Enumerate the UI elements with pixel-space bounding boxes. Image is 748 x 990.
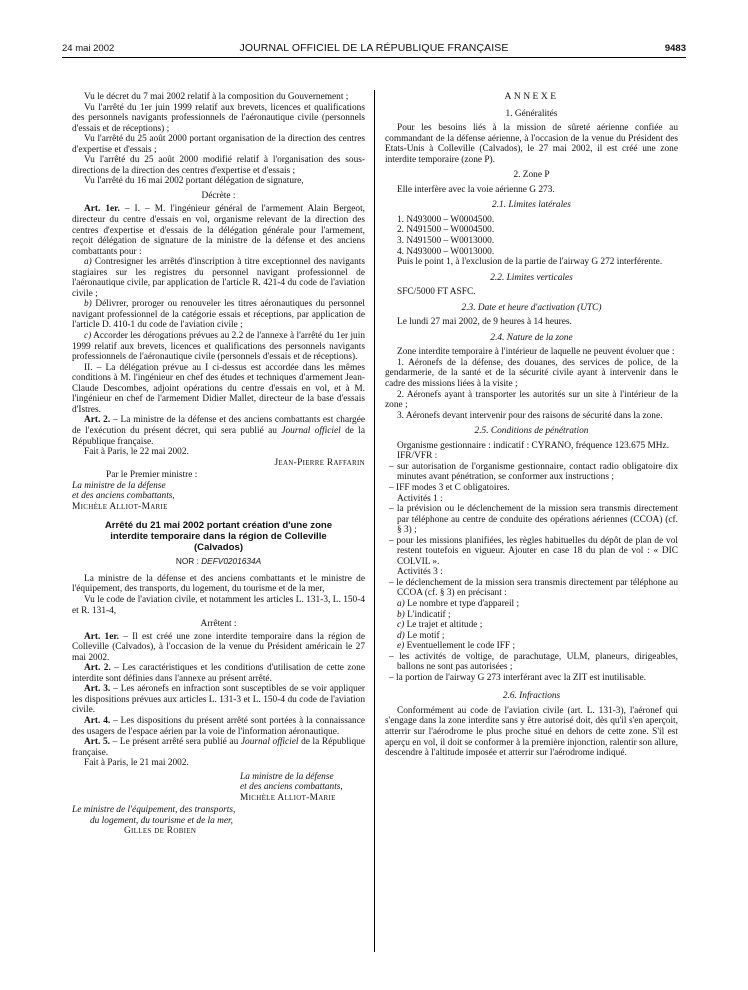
item-letter: c) — [397, 620, 405, 631]
b-article-1-text: – Il est créé une zone interdite temporaire dans la région de Colleville (Calvados), à l'occasion de la venue du Président américain le 27 mai 2002. — [72, 631, 366, 663]
section-2-1-title: 2.1. Limites latérales — [492, 200, 571, 211]
fait-a-paris-2: Fait à Paris, le 21 mai 2002. — [84, 758, 189, 769]
journal-officiel-ref: Journal officiel — [281, 425, 341, 436]
signer-raffarin: Jean-Pierre Raffarin — [274, 457, 365, 468]
b-article-4-text: – Les dispositions du présent arrêté sont portées à la connaissance des usagers de l'espace aérien par la voie de l'information aéronautique. — [72, 715, 366, 737]
section-2-3-title: 2.3. Date et heure d'activation (UTC) — [461, 302, 602, 313]
item-b-text: Délivrer, proroger ou renouveler les titres aéronautiques du personnel navigant professionnel de la catégorie essais et réceptions, par application de l'article D. 410-1 du code de l'aviation civile ; — [72, 299, 365, 331]
article-2-text-end: de la République française. — [72, 425, 366, 447]
article-1-text: – I. – M. l'ingénieur général de l'armement Alain Bergeot, directeur du centre d'essais en vol, organisme relevant de la direction des centres d'expertise et d'essais de la délégation générale pour l'armement, reçoit délégation de signature de la ministre de la défense et des anciens combattants pour : — [72, 204, 365, 257]
section-2-2-title: 2.2. Limites verticales — [490, 272, 573, 283]
preamble: La ministre de la défense et des anciens combattants et le ministre de l'équipement, des transports, du logement, du tourisme et de la mer, — [72, 573, 365, 595]
activites-3-label: Activités 3 : — [397, 567, 443, 578]
article-2-text: – La ministre de la défense et des anciens combattants est chargée de l'exécution du présent décret, qui sera publié au — [72, 415, 365, 436]
visa-arrete-2002: Vu l'arrêté du 16 mai 2002 portant délégation de signature, — [84, 176, 304, 187]
signature-block-equipement — [72, 805, 365, 837]
nor-code: DEFV0201634A — [201, 556, 262, 567]
sig2-line1: La ministre de la défense — [240, 771, 334, 782]
b-article-2-label: Art. 2. — [84, 663, 111, 674]
visa-arrete-1999: Vu l'arrêté du 1er juin 1999 relatif aux brevets, licences et qualifications des personnels navigants professionnels de l'aéronautique civile (personnels d'essais et de réceptions) ; — [72, 102, 365, 134]
section-2-1-note: Puis le point 1, à l'exclusion de la partie de l'airway G 272 interférente. — [397, 257, 663, 268]
article-1 — [72, 204, 365, 257]
par-premier-ministre: Par le Premier ministre : — [106, 470, 198, 481]
b-article-5-label: Art. 5. — [84, 737, 110, 748]
lettered-item — [397, 610, 678, 621]
article-1-label: Art. 1er. — [84, 204, 120, 215]
lateral-point: 2. N491500 – W0004500. — [397, 225, 495, 236]
item-text: Le motif ; — [404, 630, 445, 641]
ministre-defense-l1: La ministre de la défense — [72, 480, 166, 491]
lettered-item — [397, 599, 678, 610]
b-article-4-label: Art. 4. — [84, 715, 111, 726]
activites-3-list — [385, 578, 678, 599]
list-item: – le déclenchement de la mission sera transmis directement par téléphone au CCOA (cf. § 3) en précisant : — [389, 577, 678, 599]
left-column — [72, 92, 365, 837]
header-date: 24 mai 2002 — [62, 43, 115, 54]
b-article-2-text: – Les caractéristiques et les conditions d'utilisation de cette zone interdite sont définies dans l'annexe au présent arrêté. — [72, 663, 365, 684]
section-2-3-text: Le lundi 27 mai 2002, de 9 heures à 14 heures. — [397, 317, 572, 328]
sig3-name: Gilles de Robien — [124, 826, 197, 837]
visa-arrete-2000a: Vu l'arrêté du 25 août 2000 portant organisation de la direction des centres d'expertise et d'essais ; — [72, 134, 365, 155]
lateral-points-list — [385, 215, 678, 257]
b-article-4 — [72, 716, 365, 737]
b-article-3-label: Art. 3. — [84, 684, 111, 695]
signer-alliot-marie: Michèle Alliot-Marie — [72, 501, 168, 512]
b-article-1-label: Art. 1er. — [84, 631, 119, 642]
item-c-text: Accorder les dérogations prévues au 2.2 de l'annexe à l'arrêté du 1er juin 1999 relatif aux brevets, licences et qualifications des personnels navigants professionnels de l'aéronautique civile (personnels d'essais et de réceptions). — [72, 331, 365, 363]
section-2-title: 2. Zone P — [513, 170, 550, 181]
sig2-name: Michèle Alliot-Marie — [240, 792, 336, 803]
section-2-6-text: Conformément au code de l'aviation civile (art. L. 131-3), l'aéronef qui s'engage dans la zone interdite sans y être autorisé doit, dès qu'il s'en aperçoit, atterrir sur l'aérodrome le plus proche situé en dehors de cette zone. S'il est aperçu en vol, il doit se conformer à la première injonction, ralentir son allure, descendre à l'altitude imposée et atterrir sur l'aérodrome indiqué. — [385, 705, 678, 759]
b-journal-officiel-ref: Journal officiel — [240, 737, 299, 748]
lateral-point: 1. N493000 – W0004500. — [397, 214, 495, 225]
lettered-item — [397, 631, 678, 642]
zone-item: 1. Aéronefs de la défense, des douanes, des services de police, de la gendarmerie, de la santé et de la sécurité civile ayant à intervenir dans le cadre des missions liées à la visite ; — [385, 357, 678, 390]
list-item: – les activités de voltige, de parachutage, ULM, planeurs, dirigeables, ballons ne sont pas autorisées ; — [389, 651, 678, 673]
page-number: 9483 — [664, 43, 686, 54]
lateral-point: 4. N493000 – W0013000. — [397, 246, 495, 257]
lettered-item — [397, 641, 678, 652]
article-2-label: Art. 2. — [84, 415, 111, 426]
list-item: – la portion de l'airway G 273 interférant avec la ZIT est inutilisable. — [389, 672, 647, 683]
item-b — [72, 299, 365, 331]
b-article-3-text: – Les aéronefs en infraction sont susceptibles de se voir appliquer les dispositions prévues aux articles L. 131-3 et L. 150-4 du code de l'aviation civile. — [72, 684, 366, 716]
item-letter: e) — [397, 641, 405, 652]
header-rule — [62, 57, 686, 58]
section-2-4-intro: Zone interdite temporaire à l'intérieur de laquelle ne peuvent évoluer que : — [397, 347, 675, 358]
nor-label: NOR : — [175, 556, 202, 567]
item-letter: a) — [397, 598, 405, 609]
page-header — [62, 40, 686, 56]
annexe-heading: ANNEXE — [504, 92, 559, 102]
sig2-line2: et des anciens combattants, — [240, 782, 343, 793]
list-item: – pour les missions planifiées, les règles habituelles du dépôt de plan de vol restent toutefois en vigueur. Ajouter en case 18 du plan de vol : « DIC COLVIL ». — [389, 535, 678, 567]
arretent: Arrêtent : — [200, 619, 237, 630]
sig3-line1: Le ministre de l'équipement, des transports, — [72, 805, 236, 816]
lettered-item — [397, 620, 678, 631]
section-2-5-title: 2.5. Conditions de pénétration — [474, 426, 589, 437]
right-column — [385, 92, 678, 759]
organisme-gestionnaire: Organisme gestionnaire : indicatif : CYRANO, fréquence 123.675 MHz. — [397, 440, 670, 451]
section-1-title: 1. Généralités — [505, 108, 558, 119]
item-text: Le nombre et type d'appareil ; — [404, 598, 520, 609]
zone-item: 2. Aéronefs ayant à transporter les autorités sur un site à l'intérieur de la zone ; — [385, 389, 678, 411]
lateral-point: 3. N491500 – W0013000. — [397, 236, 495, 247]
list-item: – sur autorisation de l'organisme gestionnaire, contact radio obligatoire dix minutes avant pénétration, se conformer aux instructions ; — [389, 461, 678, 483]
section-2-6-title: 2.6. Infractions — [502, 691, 561, 702]
b-article-5-text: – Le présent arrêté sera publié au — [109, 737, 241, 748]
decrete: Décrète : — [201, 190, 236, 201]
signature-block-defense — [72, 772, 365, 804]
item-text: Eventuellement le code IFF ; — [404, 641, 516, 652]
sig3-line2: du logement, du tourisme et de la mer, — [90, 815, 233, 826]
section-1-text: Pour les besoins liés à la mission de sûreté aérienne confiée au commandant de la défense aérienne, à l'occasion de la venue du Président des Etats-Unis à Colleville (Calvados), le 27 mai 2002, il est créé une zone interdite temporaire (zone P). — [385, 123, 678, 165]
b-article-3 — [72, 684, 365, 716]
item-text: L'indicatif ; — [404, 609, 451, 620]
law-title: Arrêté du 21 mai 2002 portant création d'une zone interdite temporaire dans la région de Colleville (Calvados) — [104, 520, 333, 554]
section-2-4-title: 2.4. Nature de la zone — [490, 332, 573, 343]
b-article-5 — [72, 737, 365, 758]
lettered-list — [385, 599, 678, 652]
nor-reference — [72, 556, 365, 567]
article-2 — [72, 415, 365, 447]
visa-code: Vu le code de l'aviation civile, et notamment les articles L. 131-3, L. 150-4 et R. 131-4, — [72, 594, 365, 616]
zone-item: 3. Aéronefs devant intervenir pour des raisons de sécurité dans la zone. — [397, 410, 663, 421]
ministre-defense-l2: et des anciens combattants, — [72, 491, 175, 502]
list-item: – la prévision ou le déclenchement de la mission sera transmis directement par téléphone au centre de conduite des opérations aériennes (CCOA) (cf. § 3) ; — [389, 504, 678, 536]
ifr-vfr-label: IFR/VFR : — [397, 451, 438, 462]
item-a-text: Contresigner les arrêtés d'inscription à titre exceptionnel des navigants stagiaires sur les registres du personnel navigant professionnel de l'aéronautique civile, par application de l'article R. 421-4 du code de l'aviation civile ; — [72, 257, 365, 299]
item-c-letter: c) — [84, 331, 92, 342]
section-2-text: Elle interfère avec la voie aérienne G 273. — [397, 184, 555, 195]
item-b-letter: b) — [84, 299, 92, 310]
activites-tail-list — [385, 652, 678, 684]
ifr-vfr-list — [385, 462, 678, 494]
visa-arrete-2000b: Vu l'arrêté du 25 août 2000 modifié relatif à l'organisation des sous-directions de la direction des centres d'expertise et d'essais ; — [72, 155, 365, 176]
item-letter: d) — [397, 630, 405, 641]
b-article-1 — [72, 632, 365, 664]
b-article-2 — [72, 663, 365, 684]
article-1-ii: II. – La délégation prévue au I ci-dessus est accordée dans les mêmes conditions à M. l'ingénieur en chef des études et techniques d'armement Jean-Claude Descombes, adjoint opérations du centre d'essais en vol, et à M. l'ingénieur en chef de l'armement Didier Mallet, directeur de la base d'essais d'Istres. — [72, 362, 365, 415]
activites-1-label: Activités 1 : — [397, 493, 443, 504]
item-letter: b) — [397, 609, 405, 620]
journal-title: JOURNAL OFFICIEL DE LA RÉPUBLIQUE FRANÇAISE — [239, 42, 509, 54]
section-2-2-text: SFC/5000 FT ASFC. — [397, 287, 476, 298]
b-article-5-text-end: de la République française. — [72, 737, 365, 758]
list-item: – IFF modes 3 et C obligatoires. — [389, 482, 510, 493]
item-text: Le trajet et altitude ; — [404, 620, 483, 631]
item-c — [72, 331, 365, 363]
fait-a-paris-1: Fait à Paris, le 22 mai 2002. — [84, 447, 189, 458]
column-divider — [374, 90, 375, 952]
visa-decret: Vu le décret du 7 mai 2002 relatif à la composition du Gouvernement ; — [84, 92, 349, 102]
activites-1-list — [385, 504, 678, 567]
item-a — [72, 257, 365, 299]
item-a-letter: a) — [84, 257, 92, 268]
